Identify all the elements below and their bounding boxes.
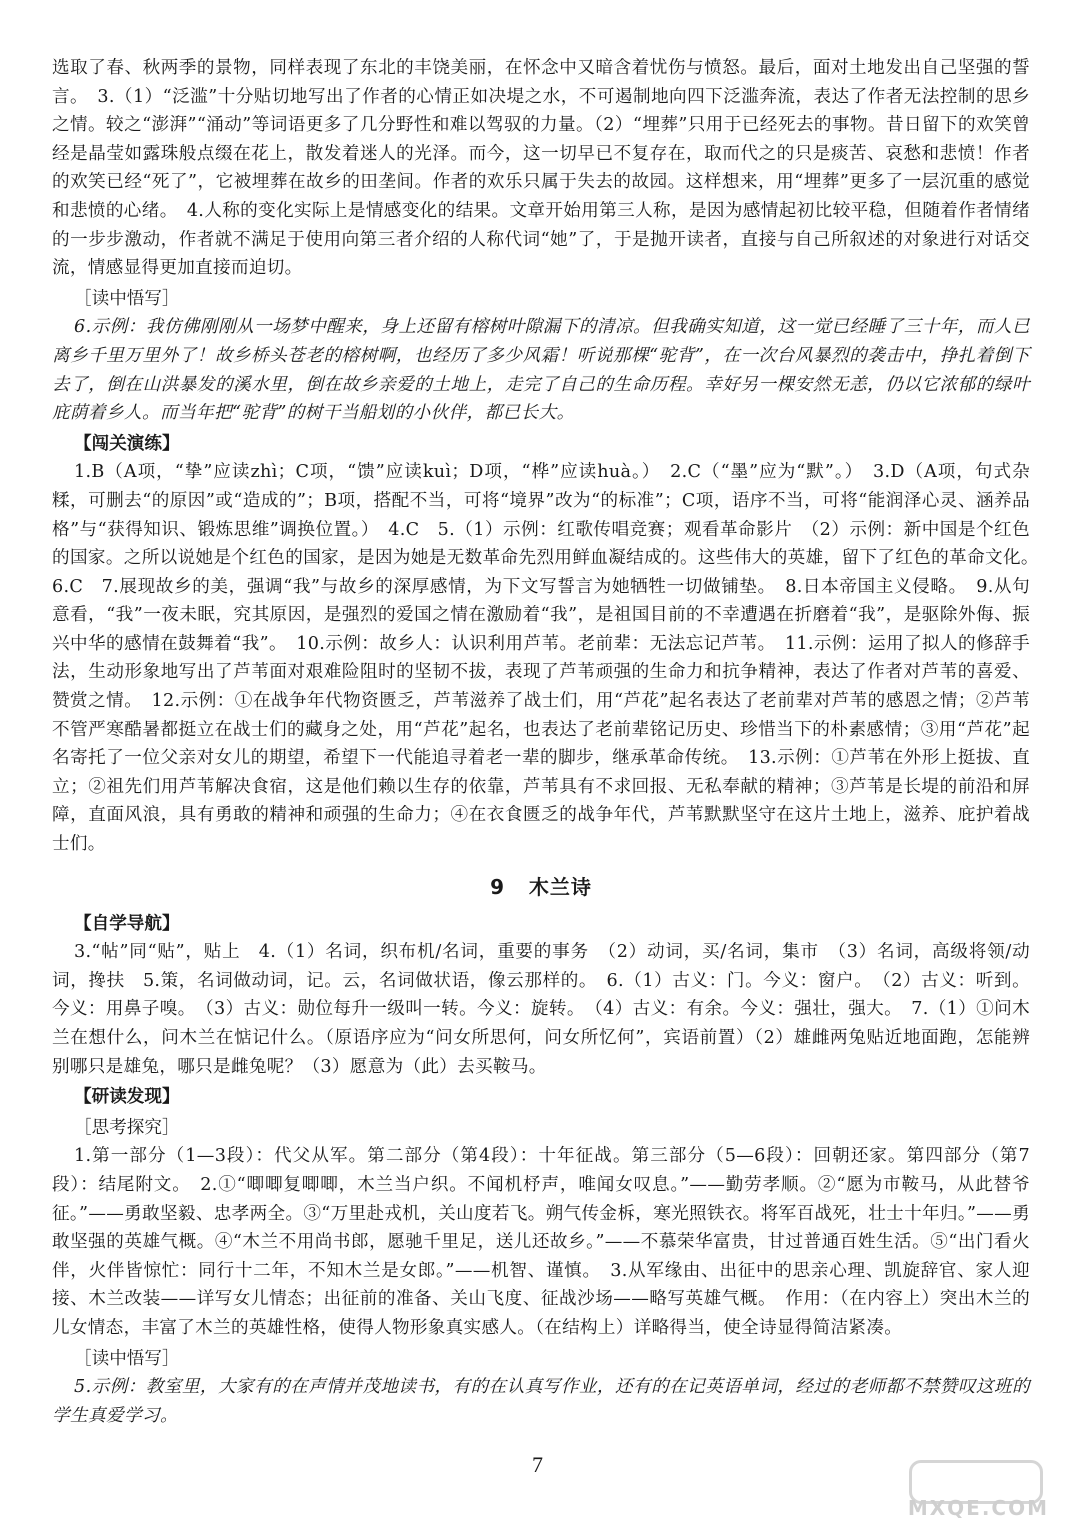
answer-page xyxy=(52,54,1048,1430)
watermark xyxy=(899,1460,1049,1520)
think-answers: 1.第一部分（1—3段）：代父从军。第二部分（第4段）：十年征战。第三部分（5—6段）：回朝还家。第四部分（第7段）：结尾附文。 2.①“唧唧复唧唧，木兰当户织。不闻机杼声，唯闻女叹息。”——勤劳孝顺。②“愿为市鞍马，从此替爷征。”——勇敢坚毅、忠孝两全。③“万里赴戎机，关山度若飞。朔气传金柝，寒光照铁衣。将军百战死，壮士十年归。”——勇敢坚强的英雄气概。④“木兰不用尚书郎，愿驰千里足，送儿还故乡。”——不慕荣华富贵，甘过普通百姓生活。⑤“出门看火伴，火伴皆惊忙：同行十二年，不知木兰是女郎。”——机智、谨慎。 3.从军缘由、出征中的思亲心理、凯旋辞官、家人迎接、木兰改装——详写女儿情态；出征前的准备、关山飞度、征战沙场——略写英雄气概。 作用：（在内容上）突出木兰的儿女情态，丰富了木兰的英雄性格，使得人物形象真实感人。（在结构上）详略得当，使全诗显得简洁紧凑。 xyxy=(52,1146,1030,1338)
section-label-practice: 【闯关演练】 xyxy=(74,433,180,454)
lesson-number: 9 xyxy=(490,874,506,899)
handwritten-example-6: 6.示例：我仿佛刚刚从一场梦中醒来，身上还留有榕树叶隙漏下的清凉。但我确实知道，这一觉已经睡了三十年，而人已离乡千里万里外了！故乡桥头苍老的榕树啊，也经历了多少风霜！听说那棵“驼背”，在一次台风暴烈的袭击中，挣扎着倒下去了，倒在山洪暴发的溪水里，倒在故乡亲爱的土地上，走完了自己的生命历程。幸好另一棵安然无恙，仍以它浓郁的绿叶庇荫着乡人。而当年把“驼背”的树干当船划的小伙伴，都已长大。 xyxy=(52,317,1030,424)
section-label-reading-writing: ［读中悟写］ xyxy=(74,288,180,309)
lesson-title: 木兰诗 xyxy=(528,874,592,899)
watermark-text: MXQE.COM xyxy=(907,1496,1049,1520)
self-study-answers: 3.“帖”同“贴”，贴上 4.（1）名词，织布机/名词，重要的事务 （2）动词，买/名词，集市 （3）名词，高级将领/动词，搀扶 5.策，名词做动词，记。云，名词做状语，像云那样的。 6.（1）古义：门。今义：窗户。 （2）古义：听到。今义：用鼻子嗅。 （3）古义：勋位每升一级叫一转。今义：旋转。 （4）古义：有余。今义：强壮，强大。 7.（1）①问木兰在想什么，问木兰在惦记什么。（原语序应为“问女所思何，问女所忆何”，宾语前置）（2）雄雌两兔贴近地面跑，怎能辨别哪只是雄兔，哪只是雌兔呢？（3）愿意为（此）去买鞍马。 xyxy=(52,942,1030,1077)
page-number: 7 xyxy=(532,1452,543,1477)
section-label-think: ［思考探究］ xyxy=(74,1117,180,1138)
practice-answers: 1.B（A项，“挚”应读zhì；C项，“馈”应读kuì；D项，“桦”应读huà。） 2.C（“墨”应为“默”。） 3.D（A项，句式杂糅，可删去“的原因”或“造成的”；B项，搭配不当，可将“境界”改为“的标准”；C项，语序不当，可将“能润泽心灵、涵养品格”与“获得知识、锻炼思维”调换位置。） 4.C 5.（1）示例：红歌传唱竞赛；观看革命影片 （2）示例：新中国是个红色的国家。之所以说她是个红色的国家，是因为她是无数革命先烈用鲜血凝结成的。这些伟大的英雄，留下了红色的革命文化。 6.C 7.展现故乡的美，强调“我”与故乡的深厚感情，为下文写誓言为她牺牲一切做铺垫。 8.日本帝国主义侵略。 9.从句意看，“我”一夜未眠，究其原因，是强烈的爱国之情在激励着“我”，是祖国目前的不幸遭遇在折磨着“我”，是驱除外侮、振兴中华的感情在鼓舞着“我”。 10.示例：故乡人：认识利用芦苇。老前辈：无法忘记芦苇。 11.示例：运用了拟人的修辞手法，生动形象地写出了芦苇面对艰难险阻时的坚韧不拔，表现了芦苇顽强的生命力和抗争精神，表达了作者对芦苇的喜爱、赞赏之情。 12.示例：①在战争年代物资匮乏，芦苇滋养了战士们，用“芦花”起名表达了老前辈对芦苇的感恩之情；②芦苇不管严寒酷暑都挺立在战士们的藏身之处，用“芦花”起名，也表达了老前辈铭记历史、珍惜当下的朴素感情；③用“芦花”起名寄托了一位父亲对女儿的期望，希望下一代能追寻着老一辈的脚步，继承革命传统。 13.示例：①芦苇在外形上挺拔、直立；②祖先们用芦苇解决食宿，这是他们赖以生存的依靠，芦苇具有不求回报、无私奉献的精神；③芦苇是长堤的前沿和屏障，直面风浪，具有勇敢的精神和顽强的生命力；④在衣食匮乏的战争年代，芦苇默默坚守在这片土地上，滋养、庇护着战士们。 xyxy=(52,462,1048,855)
section-label-research: 【研读发现】 xyxy=(74,1087,180,1108)
section-label-reading-writing-2: ［读中悟写］ xyxy=(74,1348,180,1369)
section-label-self-study: 【自学导航】 xyxy=(74,913,180,934)
handwritten-example-5: 5.示例：教室里，大家有的在声情并茂地读书，有的在认真写作业，还有的在记英语单词，经过的老师都不禁赞叹这班的学生真爱学习。 xyxy=(52,1377,1030,1426)
lesson-heading xyxy=(52,871,1030,900)
answer-paragraph-continued: 选取了春、秋两季的景物，同样表现了东北的丰饶美丽，在怀念中又暗含着忧伤与愤怒。最后，面对土地发出自己坚强的誓言。 3.（1）“泛滥”十分贴切地写出了作者的心情正如决堤之水，不可遏制地向四下泛滥奔流，表达了作者无法控制的思乡之情。较之“澎湃”“涌动”等词语更多了几分野性和难以驾驭的力量。（2）“埋葬”只用于已经死去的事物。昔日留下的欢笑曾经是晶莹如露珠般点缀在花上，散发着迷人的光泽。而今，这一切早已不复存在，取而代之的只是痰苦、哀愁和悲愤！作者的欢笑已经“死了”，它被埋葬在故乡的田垄间。作者的欢乐只属于失去的故园。这样想来，用“埋葬”更多了一层沉重的感觉和悲愤的心绪。 4.人称的变化实际上是情感变化的结果。文章开始用第三人称，是因为感情起初比较平稳，但随着作者情绪的一步步激动，作者就不满足于使用向第三者介绍的人称代词“她”了，于是抛开读者，直接与自己所叙述的对象进行对话交流，情感显得更加直接而迫切。 xyxy=(52,58,1030,279)
